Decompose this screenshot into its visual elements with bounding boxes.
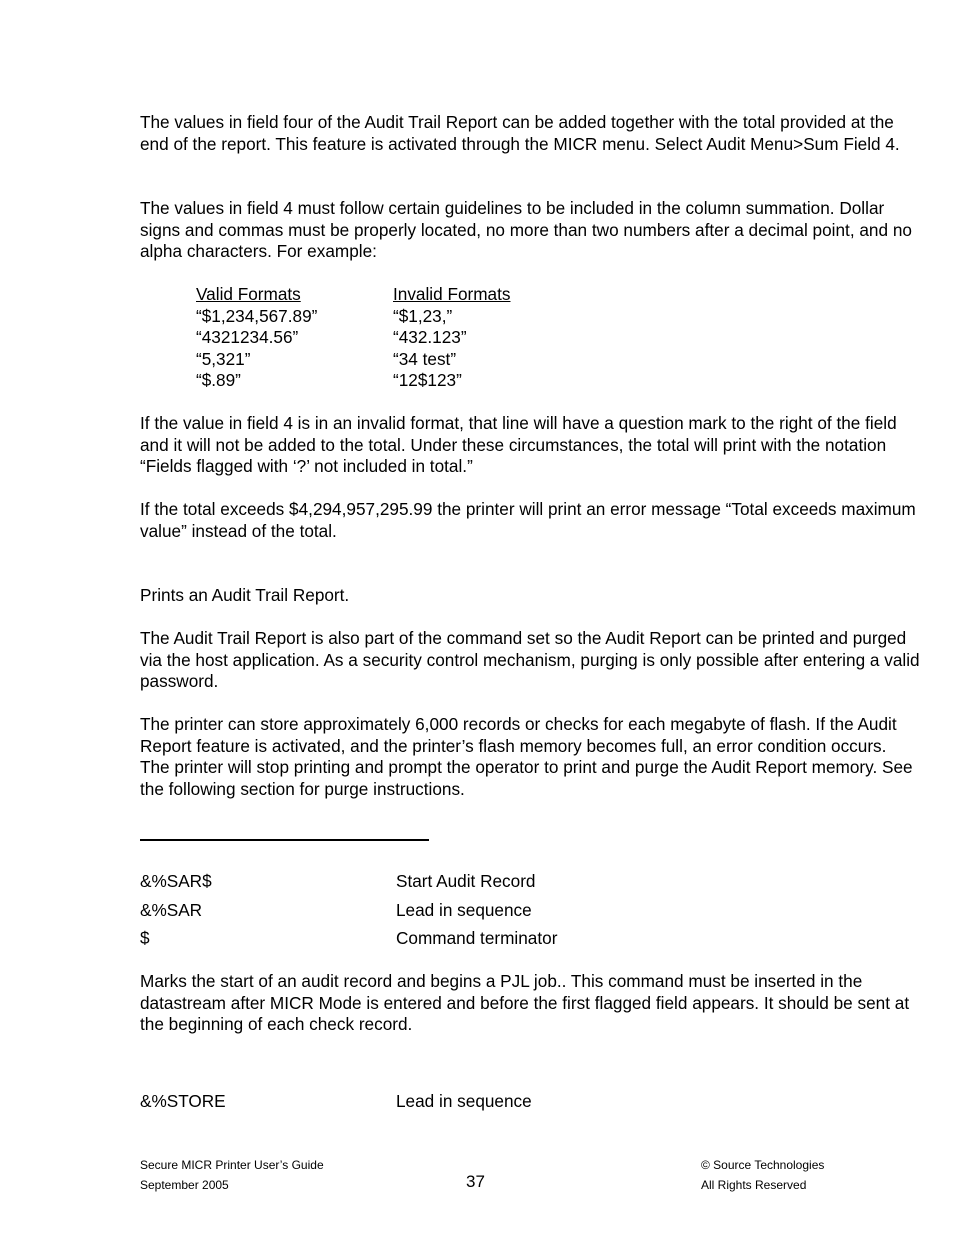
valid-format-item: “4321234.56”	[196, 327, 299, 347]
paragraph-sum-field-4: The values in field four of the Audit Trail Report can be added together with the total provided at the end of the report. This feature is activated through the MICR menu. Select Audit Menu>Sum Field 4.	[140, 112, 900, 154]
invalid-format-item: “432.123”	[393, 327, 467, 347]
section-divider	[140, 839, 429, 841]
paragraph-field-4-guidelines: The values in field 4 must follow certain guidelines to be included in the column summation. Dollar signs and commas must be properly located, no more than two numbers after a decimal point, and no alpha characters. For example:	[140, 198, 912, 261]
invalid-format-item: “$1,23,”	[393, 306, 453, 326]
command-code: &%SAR	[140, 900, 203, 920]
footer-rights: All Rights Reserved	[701, 1178, 807, 1192]
command-code: $	[140, 928, 150, 948]
invalid-format-item: “12$123”	[393, 370, 462, 390]
invalid-formats-header: Invalid Formats	[393, 284, 511, 304]
paragraph-invalid-format: If the value in field 4 is in an invalid format, that line will have a question mark to the right of the field and it will not be added to the total. Under these circumstances, the total will print with the notation “Fields flagged with ‘?’ not included in total.”	[140, 413, 897, 476]
store-command-description: Lead in sequence	[396, 1091, 532, 1111]
paragraph-prints-audit-report: Prints an Audit Trail Report.	[140, 585, 350, 605]
command-description: Command terminator	[396, 928, 558, 948]
paragraph-start-audit-record: Marks the start of an audit record and begins a PJL job.. This command must be inserted in the datastream after MICR Mode is entered and before the first flagged field appears. It should be sent at the beginning of each check record.	[140, 971, 910, 1034]
paragraph-total-exceeds: If the total exceeds $4,294,957,295.99 the printer will print an error message “Total exceeds maximum value” instead of the total.	[140, 499, 916, 541]
command-code: &%SAR$	[140, 871, 212, 891]
paragraph-audit-command-set: The Audit Trail Report is also part of the command set so the Audit Report can be printed and purged via the host application. As a security control mechanism, purging is only possible after entering a valid password.	[140, 628, 920, 691]
valid-format-item: “$.89”	[196, 370, 241, 390]
valid-formats-header: Valid Formats	[196, 284, 301, 304]
paragraph-flash-capacity: The printer can store approximately 6,000 records or checks for each megabyte of flash. If the Audit Report feature is activated, and the printer’s flash memory becomes full, an error condition occurs. The printer will stop printing and prompt the operator to print and purge the Audit Report memory. See the following section for purge instructions.	[140, 714, 913, 799]
footer-guide-title: Secure MICR Printer User’s Guide	[140, 1158, 324, 1172]
footer-date: September 2005	[140, 1178, 229, 1192]
valid-format-item: “$1,234,567.89”	[196, 306, 318, 326]
command-description: Start Audit Record	[396, 871, 536, 891]
valid-format-item: “5,321”	[196, 349, 251, 369]
invalid-format-item: “34 test”	[393, 349, 457, 369]
page-number: 37	[466, 1172, 485, 1191]
command-description: Lead in sequence	[396, 900, 532, 920]
footer-copyright: © Source Technologies	[701, 1158, 825, 1172]
store-command-code: &%STORE	[140, 1091, 226, 1111]
